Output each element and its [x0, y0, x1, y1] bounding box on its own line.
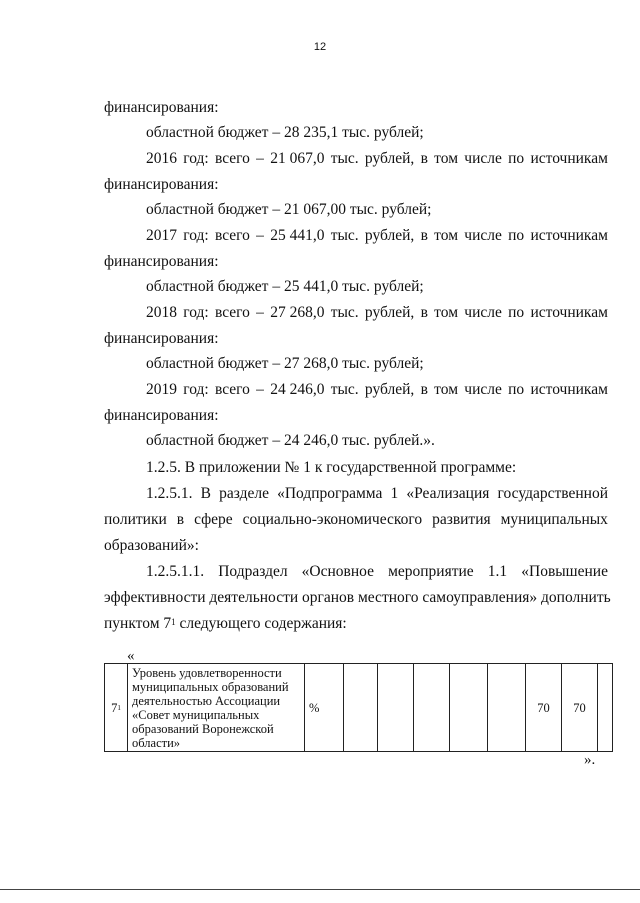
word: год:	[183, 304, 209, 321]
word: в	[420, 304, 428, 321]
word: год:	[183, 381, 209, 398]
indicator-table	[104, 663, 613, 752]
table-open-quote: «	[127, 648, 135, 664]
word: числе	[464, 304, 502, 321]
word: числе	[464, 150, 502, 167]
year-line	[146, 304, 608, 322]
word: в	[420, 150, 428, 167]
word: по	[508, 304, 525, 321]
word: 1.2.5.1.	[146, 485, 193, 502]
section-line	[146, 485, 608, 503]
word: рублей,	[364, 381, 415, 398]
word: государственной	[497, 485, 608, 502]
point-prefix: пунктом 7	[104, 615, 172, 632]
word: 24 246,0	[270, 381, 325, 398]
text-line: образований»:	[104, 537, 199, 554]
word: рублей,	[364, 150, 415, 167]
word: 1.2.5.1.1.	[146, 563, 205, 580]
word: 2016	[146, 150, 177, 167]
name-line: Уровень удовлетворенности	[132, 665, 282, 680]
word: сфере	[194, 511, 233, 528]
word: том	[434, 381, 459, 398]
word: развития	[432, 511, 491, 528]
value-cell	[598, 664, 613, 752]
word: 27 268,0	[270, 304, 325, 321]
text-line: областной бюджет – 25 441,0 тыс. рублей;	[146, 278, 424, 295]
word: рублей,	[364, 227, 415, 244]
text-line: областной бюджет – 21 067,00 тыс. рублей;	[146, 201, 432, 218]
value-cell: 70	[562, 664, 598, 752]
word: «Реализация	[406, 485, 490, 502]
name-line: деятельностью Ассоциации	[132, 693, 281, 708]
word: –	[256, 150, 264, 167]
word: всего	[215, 304, 250, 321]
value-cell	[378, 664, 414, 752]
word: год:	[183, 227, 209, 244]
word: 1.1	[487, 563, 508, 580]
text-line: областной бюджет – 24 246,0 тыс. рублей.».	[146, 432, 435, 449]
page-number: 12	[313, 41, 327, 53]
text-line: областной бюджет – 28 235,1 тыс. рублей;	[146, 124, 424, 141]
section-line	[146, 563, 608, 581]
text-line: финансирования:	[104, 407, 219, 424]
name-line: области»	[132, 735, 181, 750]
value-cell	[488, 664, 526, 752]
text-line: 1.2.5. В приложении № 1 к государственной программе:	[146, 459, 517, 476]
word: числе	[464, 227, 502, 244]
word: Подраздел	[218, 563, 288, 580]
text-line: финансирования:	[104, 176, 219, 193]
word: всего	[215, 150, 250, 167]
word: разделе	[219, 485, 269, 502]
word: –	[256, 227, 264, 244]
text-line: эффективности деятельности органов местного самоуправления» дополнить	[104, 589, 611, 606]
table-row	[105, 664, 613, 752]
section-line	[104, 511, 608, 529]
unit-cell: %	[305, 664, 344, 752]
word: том	[434, 304, 459, 321]
word: 1	[390, 485, 399, 502]
text-line	[104, 615, 347, 633]
word: источникам	[530, 304, 608, 321]
value-cell	[344, 664, 378, 752]
word: по	[508, 150, 525, 167]
word: 21 067,0	[270, 150, 325, 167]
word: тыс.	[330, 381, 359, 398]
year-line	[146, 150, 608, 168]
word: том	[434, 227, 459, 244]
year-line	[146, 227, 608, 245]
word: –	[256, 381, 264, 398]
text-line: финансирования:	[104, 99, 219, 116]
word: в	[176, 511, 185, 528]
year-line	[146, 381, 608, 399]
point-suffix: следующего содержания:	[175, 615, 347, 632]
word: в	[420, 227, 428, 244]
row-number: $7^1$	[105, 664, 128, 752]
word: источникам	[530, 227, 608, 244]
word: всего	[215, 227, 250, 244]
footer-divider	[0, 889, 640, 890]
word: «Подпрограмма	[277, 485, 383, 502]
name-line: муниципальных образований	[132, 679, 289, 694]
word: источникам	[530, 150, 608, 167]
word: тыс.	[330, 227, 359, 244]
word: «Основное	[301, 563, 374, 580]
value-cell: 70	[526, 664, 562, 752]
word: год:	[183, 150, 209, 167]
word: всего	[215, 381, 250, 398]
word: том	[434, 150, 459, 167]
word: 25 441,0	[270, 227, 325, 244]
word: числе	[464, 381, 502, 398]
value-cell	[450, 664, 488, 752]
word: В	[200, 485, 211, 502]
word: муниципальных	[500, 511, 608, 528]
word: в	[420, 381, 428, 398]
text-line: финансирования:	[104, 330, 219, 347]
name-line: образований Воронежской	[132, 721, 274, 736]
word: политики	[104, 511, 167, 528]
word: «Повышение	[521, 563, 608, 580]
text-line: финансирования:	[104, 253, 219, 270]
word: 2017	[146, 227, 177, 244]
point-superscript: 1	[171, 617, 176, 627]
value-cell	[414, 664, 450, 752]
word: 2019	[146, 381, 177, 398]
name-line: «Совет муниципальных	[132, 707, 260, 722]
table-close-quote: ».	[584, 752, 596, 768]
word: по	[508, 381, 525, 398]
text-line: областной бюджет – 27 268,0 тыс. рублей;	[146, 355, 424, 372]
word: мероприятие	[388, 563, 474, 580]
word: по	[508, 227, 525, 244]
word: социально-экономического	[242, 511, 423, 528]
indicator-name	[128, 664, 305, 752]
word: источникам	[530, 381, 608, 398]
word: 2018	[146, 304, 177, 321]
word: –	[256, 304, 264, 321]
word: тыс.	[330, 304, 359, 321]
word: тыс.	[330, 150, 359, 167]
word: рублей,	[364, 304, 415, 321]
